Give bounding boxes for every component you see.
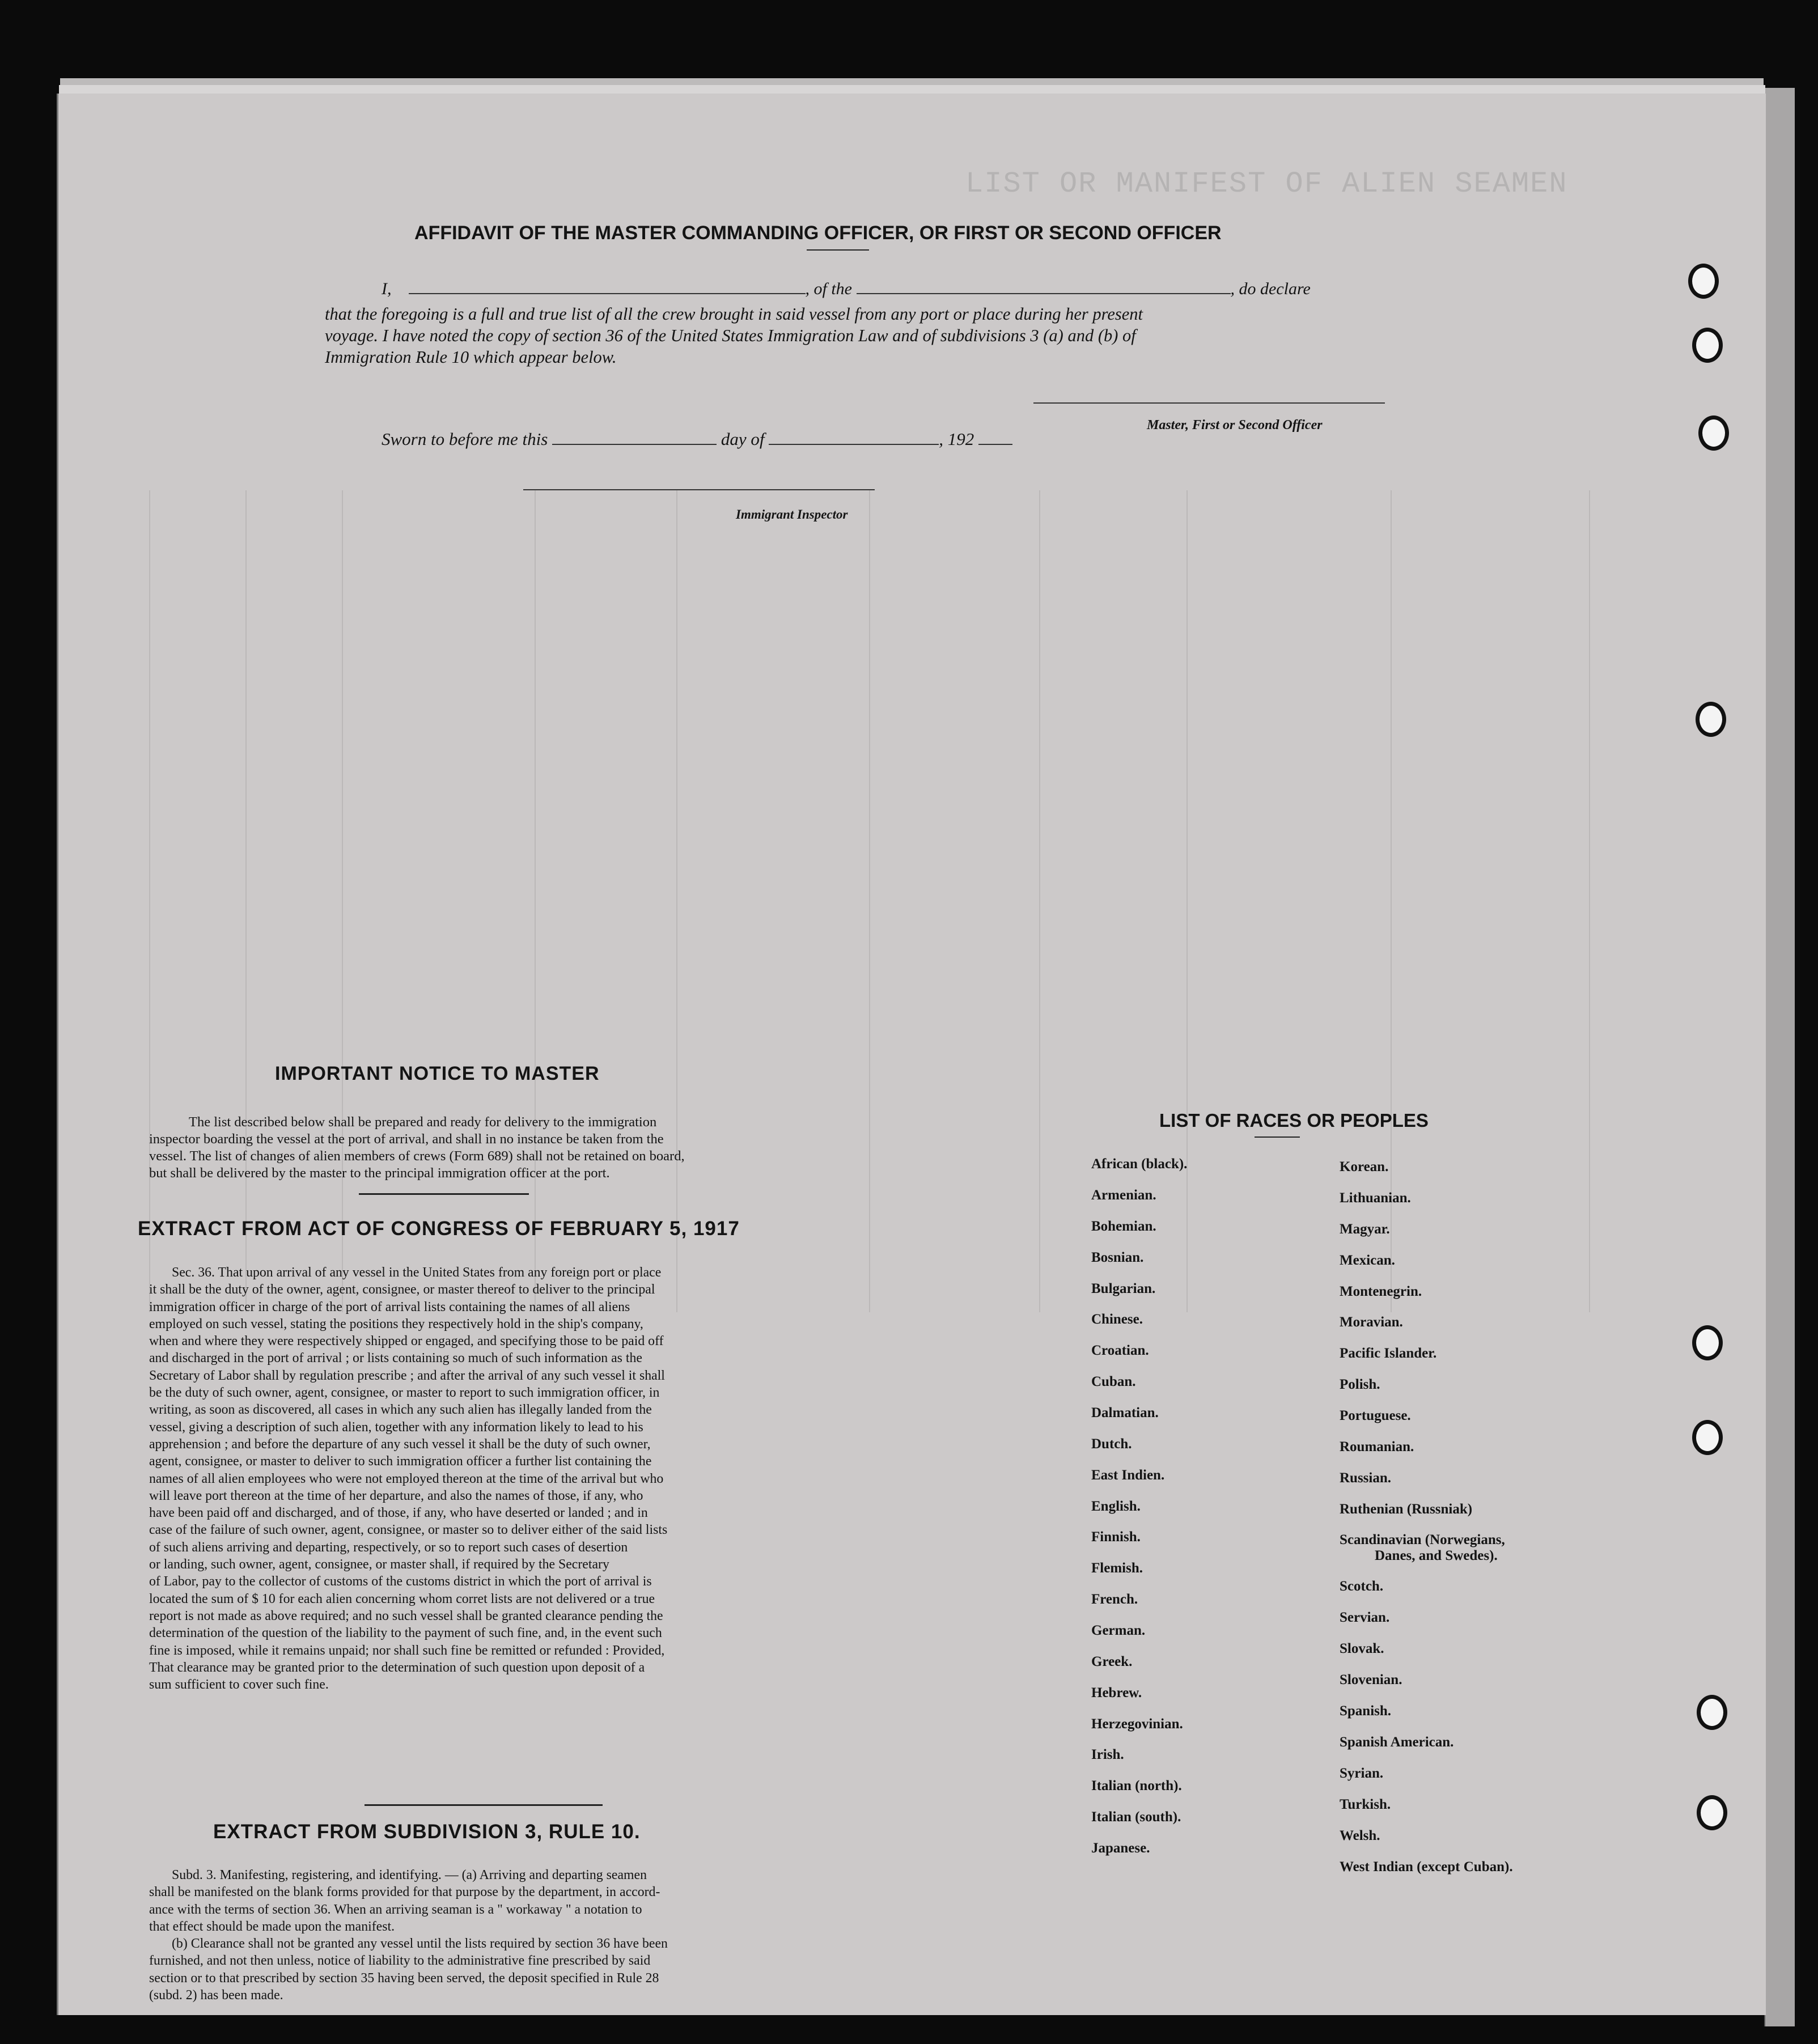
race-item: Dalmatian. — [1091, 1405, 1159, 1420]
race-item: Croatian. — [1091, 1343, 1149, 1358]
act-line: and discharged in the port of arrival ; or lists containing so much of such information as the — [149, 1351, 642, 1366]
bleed-grid-line — [676, 490, 677, 1312]
bleed-grid-line — [149, 490, 150, 1312]
race-item: Pacific Islander. — [1340, 1346, 1437, 1361]
notice-line: inspector boarding the vessel at the port of arrival, and shall in no instance be taken from the — [149, 1131, 664, 1147]
bleed-grid-line — [342, 490, 343, 1312]
act-line: agent, consignee, or master to deliver to such immigration officer a further list containing the — [149, 1454, 652, 1469]
act-line: or landing, such owner, agent, consignee, or master shall, if required by the Secretary — [149, 1557, 609, 1572]
race-item: French. — [1091, 1592, 1138, 1607]
act-line: of Labor, pay to the collector of customs of the customs district in which the port of arrival is — [149, 1574, 652, 1589]
act-line: report is not made as above required; and no such vessel shall be granted clearance pending the — [149, 1608, 663, 1623]
act-line: vessel, giving a description of such alien, together with any information likely to lead to his — [149, 1419, 643, 1435]
rule-rule-top — [365, 1804, 603, 1806]
race-item: Syrian. — [1340, 1766, 1384, 1781]
race-item: Greek. — [1091, 1654, 1133, 1669]
punch-hole-icon — [1697, 1795, 1727, 1830]
sworn-day-field[interactable] — [552, 444, 717, 445]
bleed-grid-line — [1589, 490, 1590, 1312]
race-item: Ruthenian (Russniak) — [1340, 1502, 1473, 1517]
declarant-name-field[interactable] — [409, 293, 806, 294]
punch-hole-icon — [1692, 1325, 1723, 1360]
notice-line: vessel. The list of changes of alien members of crews (Form 689) shall not be retained on board, — [149, 1148, 685, 1164]
punch-hole-icon — [1692, 1420, 1723, 1455]
race-item: Magyar. — [1340, 1222, 1390, 1237]
sworn-year-field[interactable] — [978, 444, 1012, 445]
notice-text — [149, 1114, 829, 1182]
race-item: Herzegovinian. — [1091, 1716, 1183, 1732]
race-item: Hebrew. — [1091, 1685, 1142, 1700]
affidavit-title: AFFIDAVIT OF THE MASTER COMMANDING OFFICER, OR FIRST OR SECOND OFFICER — [414, 222, 1222, 244]
race-item: East Indien. — [1091, 1468, 1165, 1483]
affidavit-line-4: Immigration Rule 10 which appear below. — [325, 347, 617, 367]
affidavit-do-declare: , do declare — [1230, 279, 1311, 298]
act-rule-top — [359, 1193, 529, 1195]
act-line: Secretary of Labor shall by regulation prescribe ; and after the arrival of any such vessel it shall — [149, 1368, 665, 1383]
sworn-to-label: Sworn to before me this — [382, 429, 548, 449]
act-line: Sec. 36. That upon arrival of any vessel in the United States from any foreign port or place — [172, 1265, 662, 1280]
race-item: Lithuanian. — [1340, 1190, 1411, 1206]
act-title: EXTRACT FROM ACT OF CONGRESS OF FEBRUARY 5, 1917 — [138, 1218, 740, 1240]
affidavit-title-underline — [807, 249, 869, 251]
rule-line: (b) Clearance shall not be granted any vessel until the lists required by section 36 have been — [172, 1936, 668, 1952]
race-item: Japanese. — [1091, 1841, 1150, 1856]
affidavit-line-1 — [382, 279, 1459, 299]
bleed-through-header: LIST OR MANIFEST OF ALIEN SEAMEN — [965, 167, 1568, 201]
race-item: Welsh. — [1340, 1828, 1380, 1843]
race-item: Cuban. — [1091, 1374, 1136, 1389]
inspector-caption: Immigrant Inspector — [736, 507, 848, 521]
bleed-grid-line — [245, 490, 247, 1312]
signature-caption: Master, First or Second Officer — [1147, 418, 1323, 432]
race-item: Flemish. — [1091, 1560, 1143, 1576]
race-item: Scandinavian (Norwegians, — [1340, 1532, 1505, 1547]
rule-line: (subd. 2) has been made. — [149, 1988, 283, 2003]
punch-hole-icon — [1698, 415, 1729, 451]
signature-field[interactable] — [1033, 402, 1385, 404]
race-item: Slovenian. — [1340, 1672, 1402, 1687]
bleed-grid-line — [535, 490, 536, 1312]
race-item: Irish. — [1091, 1747, 1124, 1762]
act-line: writing, as soon as discovered, all cases in which any such alien has illegally landed from the — [149, 1402, 652, 1418]
race-item: Slovak. — [1340, 1641, 1384, 1656]
year-prefix-label: , 192 — [939, 429, 974, 449]
act-line: fine is imposed, while it remains unpaid; nor shall such fine be remitted or refunded : Provided, — [149, 1643, 665, 1658]
race-item: Spanish American. — [1340, 1735, 1454, 1750]
act-line: be the duty of such owner, agent, consignee, or master to report to such immigration officer, in — [149, 1385, 660, 1401]
day-of-label: day of — [721, 429, 765, 449]
race-item: Danes, and Swedes). — [1375, 1548, 1498, 1563]
race-item: Finnish. — [1091, 1529, 1141, 1545]
notice-line: The list described below shall be prepared and ready for delivery to the immigration — [189, 1114, 657, 1130]
race-item: Moravian. — [1340, 1314, 1403, 1330]
act-line: located the sum of $ 10 for each alien concerning whom corret lists are not delivered or a true — [149, 1591, 655, 1606]
race-item: Russian. — [1340, 1470, 1392, 1486]
race-item: Italian (south). — [1091, 1809, 1181, 1825]
race-item: Servian. — [1340, 1610, 1390, 1625]
act-line: when and where they were respectively shipped or engaged, and specifying those to be paid off — [149, 1334, 664, 1349]
rule-line: furnished, and not then unless, notice of liability to the administrative fine prescribed by said — [149, 1953, 651, 1969]
bleed-grid-line — [1391, 490, 1392, 1312]
race-item: Korean. — [1340, 1159, 1389, 1174]
punch-hole-icon — [1697, 1695, 1727, 1730]
act-line: of such aliens arriving and departing, respectively, or so to report such cases of desertion — [149, 1540, 628, 1555]
race-item: Bohemian. — [1091, 1219, 1156, 1234]
races-title: LIST OF RACES OR PEOPLES — [1159, 1110, 1429, 1131]
document-page — [57, 94, 1766, 2015]
binder-strip — [1764, 88, 1795, 2026]
sworn-line — [382, 429, 1012, 449]
race-item: Turkish. — [1340, 1797, 1391, 1812]
notice-line: but shall be delivered by the master to the principal immigration officer at the port. — [149, 1165, 610, 1181]
affidavit-of-the: , of the — [805, 279, 852, 298]
races-title-underline — [1255, 1137, 1300, 1138]
act-line: employed on such vessel, stating the positions they respectively hold in the ship's company, — [149, 1316, 643, 1331]
notice-title: IMPORTANT NOTICE TO MASTER — [275, 1063, 600, 1084]
race-item: Bulgarian. — [1091, 1281, 1156, 1296]
race-item: English. — [1091, 1499, 1141, 1514]
act-text — [149, 1264, 852, 1693]
affidavit-i-label: I, — [382, 279, 392, 298]
rule-line: Subd. 3. Manifesting, registering, and identifying. — (a) Arriving and departing seamen — [172, 1868, 647, 1882]
race-item: Spanish. — [1340, 1703, 1392, 1719]
act-line: sum sufficient to cover such fine. — [149, 1677, 329, 1693]
affidavit-line-3: voyage. I have noted the copy of section 36 of the United States Immigration Law and of subdivisions 3 (a) and (b) of — [325, 326, 1136, 345]
act-line: names of all alien employees who were not employed thereon at the time of the arrival but who — [149, 1471, 664, 1486]
race-item: Bosnian. — [1091, 1250, 1144, 1265]
act-line: apprehension ; and before the departure of any such vessel it shall be the duty of such owner, — [149, 1436, 651, 1452]
punch-hole-icon — [1688, 264, 1719, 299]
race-item: Montenegrin. — [1340, 1284, 1422, 1299]
race-item: Polish. — [1340, 1377, 1380, 1392]
act-line: determination of the question of the liability to the payment of such fine, and, in the event such — [149, 1626, 662, 1641]
race-item: Italian (north). — [1091, 1778, 1182, 1793]
act-line: have been paid off and discharged, and of those, if any, who have deserted or landed ; and in — [149, 1506, 648, 1521]
race-item: Roumanian. — [1340, 1439, 1414, 1454]
race-item: African (black). — [1091, 1156, 1188, 1172]
bleed-grid-line — [1039, 490, 1040, 1312]
race-item: Armenian. — [1091, 1188, 1156, 1203]
race-item: German. — [1091, 1623, 1146, 1638]
act-line: case of the failure of such owner, agent, consignee, or master so to deliver either of the said lists — [149, 1523, 668, 1538]
inspector-signature-field[interactable] — [523, 489, 875, 490]
race-item: Chinese. — [1091, 1312, 1143, 1327]
rule-line: shall be manifested on the blank forms provided for that purpose by the department, in accord- — [149, 1885, 660, 1900]
race-item: West Indian (except Cuban). — [1340, 1859, 1513, 1875]
rule-title: EXTRACT FROM SUBDIVISION 3, RULE 10. — [213, 1821, 641, 1843]
act-line: That clearance may be granted prior to the determination of such question upon deposit of a — [149, 1660, 645, 1675]
punch-hole-icon — [1696, 702, 1726, 737]
act-line: immigration officer in charge of the port of arrival lists containing the names of all aliens — [149, 1299, 630, 1314]
rule-line: section or to that prescribed by section 35 having been served, the deposit specified in Rule 28 — [149, 1970, 659, 1986]
race-item: Scotch. — [1340, 1579, 1384, 1594]
race-item: Dutch. — [1091, 1436, 1132, 1452]
rule-text — [149, 1867, 852, 2004]
bleed-grid-line — [1186, 490, 1188, 1312]
punch-hole-icon — [1692, 328, 1723, 363]
act-line: it shall be the duty of the owner, agent, consignee, or master thereof to deliver to the principal — [149, 1282, 655, 1297]
sworn-month-field[interactable] — [769, 444, 939, 445]
race-item: Mexican. — [1340, 1253, 1395, 1268]
act-line: will leave port thereon at the time of her departure, and also the names of those, if any, who — [149, 1488, 643, 1503]
rule-line: that effect should be made upon the manifest. — [149, 1919, 395, 1934]
rule-line: ance with the terms of section 36. When an arriving seaman is a " workaway " a notation to — [149, 1902, 642, 1917]
bleed-grid-line — [869, 490, 870, 1312]
affidavit-line-2: that the foregoing is a full and true list of all the crew brought in said vessel from any port or place during her present — [325, 304, 1143, 324]
vessel-name-field[interactable] — [857, 293, 1231, 294]
race-item: Portuguese. — [1340, 1408, 1411, 1423]
